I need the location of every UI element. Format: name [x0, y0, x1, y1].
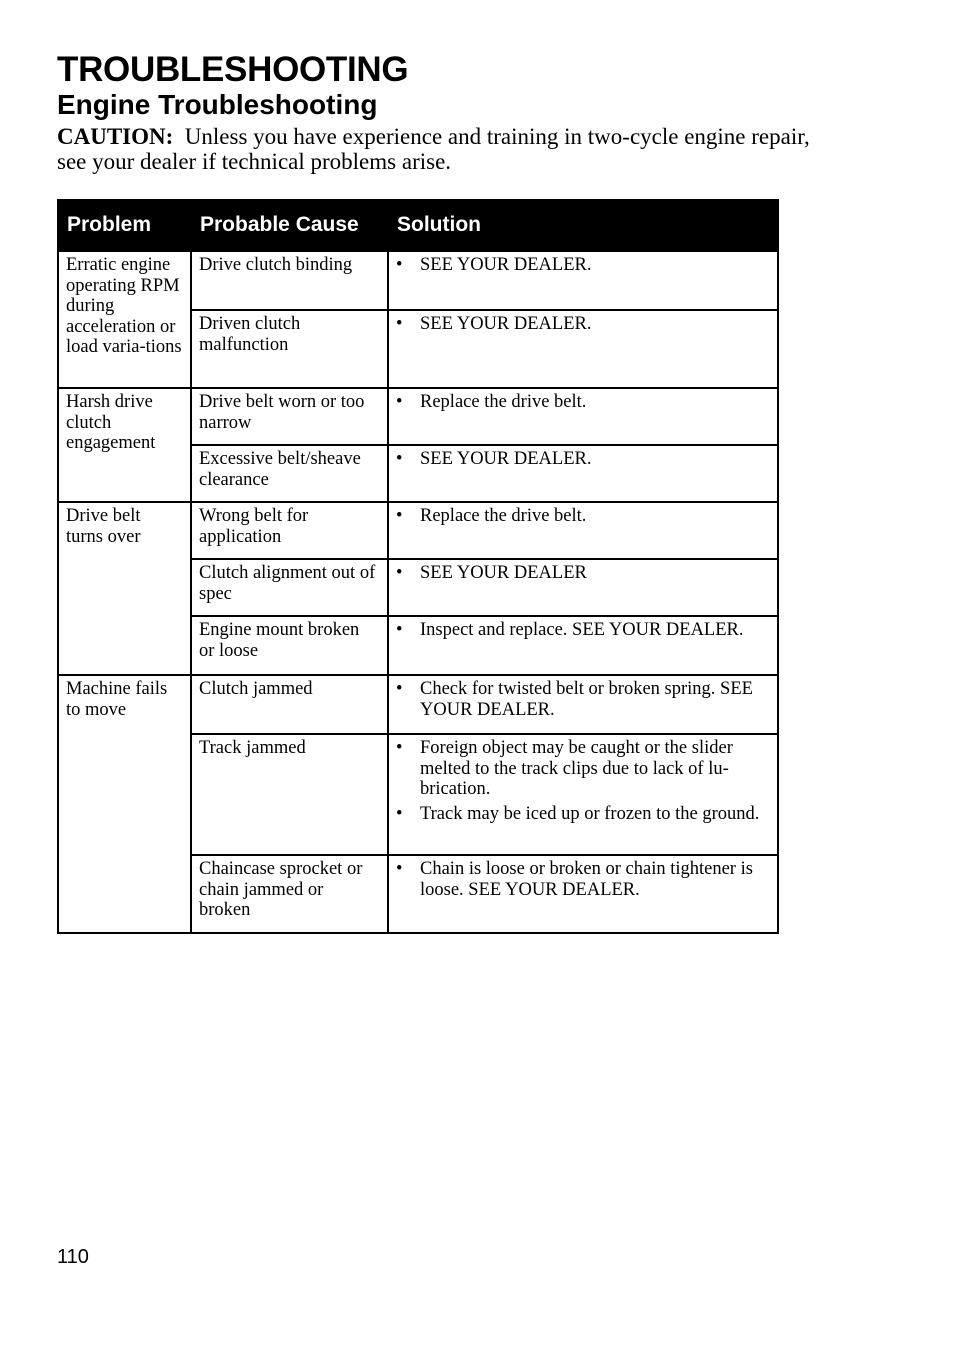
solution-item	[396, 563, 769, 584]
cause-cell: Excessive belt/sheave clearance	[191, 445, 388, 502]
page-title: TROUBLESHOOTING	[57, 50, 409, 89]
solution-text: SEE YOUR DEALER.	[420, 255, 592, 275]
solution-cell	[388, 445, 778, 502]
solution-text: SEE YOUR DEALER.	[420, 449, 592, 469]
solution-list	[396, 392, 769, 413]
solution-item	[396, 255, 769, 276]
problem-cell: Erratic engine operating RPM during acceleration or load varia-tions	[58, 251, 191, 388]
solution-item	[396, 679, 769, 720]
caution-text: Unless you have experience and training in two-cycle engine repair, see your dealer if technical problems arise.	[57, 124, 810, 174]
solution-cell	[388, 616, 778, 675]
solution-list	[396, 506, 769, 527]
solution-cell	[388, 251, 778, 310]
cause-cell: Track jammed	[191, 734, 388, 855]
cause-cell: Drive belt worn or too narrow	[191, 388, 388, 445]
solution-list	[396, 449, 769, 470]
caution-label: CAUTION:	[57, 124, 174, 149]
bullet-icon: •	[396, 859, 403, 879]
cause-cell: Clutch jammed	[191, 675, 388, 734]
solution-item	[396, 804, 769, 825]
solution-text: Replace the drive belt.	[420, 506, 587, 526]
cause-cell: Wrong belt for application	[191, 502, 388, 559]
cause-cell: Engine mount broken or loose	[191, 616, 388, 675]
page-header	[57, 50, 837, 174]
solution-text: SEE YOUR DEALER	[420, 563, 587, 583]
solution-cell	[388, 855, 778, 933]
solution-cell	[388, 310, 778, 388]
solution-cell	[388, 559, 778, 616]
solution-cell	[388, 675, 778, 734]
bullet-icon: •	[396, 392, 403, 412]
solution-item	[396, 506, 769, 527]
bullet-icon: •	[396, 255, 403, 275]
column-header-problem: Problem	[58, 200, 191, 251]
solution-item	[396, 314, 769, 335]
solution-list	[396, 738, 769, 824]
bullet-icon: •	[396, 449, 403, 469]
solution-item	[396, 859, 769, 900]
table-row	[58, 502, 778, 559]
table-header-row	[58, 200, 778, 251]
table-row	[58, 251, 778, 310]
solution-cell	[388, 502, 778, 559]
bullet-icon: •	[396, 314, 403, 334]
solution-list	[396, 859, 769, 900]
page-number: 110	[57, 1246, 89, 1268]
bullet-icon: •	[396, 679, 403, 699]
solution-cell	[388, 734, 778, 855]
cause-cell: Clutch alignment out of spec	[191, 559, 388, 616]
section-title: Engine Troubleshooting	[57, 89, 378, 120]
solution-list	[396, 620, 769, 641]
problem-cell: Machine fails to move	[58, 675, 191, 933]
table-row	[58, 388, 778, 445]
table-body	[58, 251, 778, 933]
problem-cell: Harsh drive clutch engagement	[58, 388, 191, 502]
table-row	[58, 675, 778, 734]
bullet-icon: •	[396, 803, 403, 824]
solution-list	[396, 314, 769, 335]
cause-cell: Chaincase sprocket or chain jammed or broken	[191, 855, 388, 933]
solution-text: Track may be iced up or frozen to the ground.	[420, 803, 760, 824]
bullet-icon: •	[396, 563, 403, 583]
column-header-cause: Probable Cause	[191, 200, 388, 251]
solution-text: Replace the drive belt.	[420, 392, 587, 412]
solution-list	[396, 255, 769, 276]
solution-text: Inspect and replace. SEE YOUR DEALER.	[420, 620, 744, 640]
cause-cell: Driven clutch malfunction	[191, 310, 388, 388]
solution-list	[396, 563, 769, 584]
solution-text: Check for twisted belt or broken spring. SEE YOUR DEALER.	[420, 679, 753, 720]
solution-item	[396, 392, 769, 413]
bullet-icon: •	[396, 620, 403, 640]
column-header-solution: Solution	[388, 200, 778, 251]
solution-text: Chain is loose or broken or chain tightener is loose. SEE YOUR DEALER.	[420, 859, 753, 900]
problem-cell: Drive belt turns over	[58, 502, 191, 675]
solution-text: Foreign object may be caught or the slider melted to the track clips due to lack of lu-brication.	[420, 738, 733, 799]
bullet-icon: •	[396, 506, 403, 526]
solution-item	[396, 620, 769, 641]
solution-cell	[388, 388, 778, 445]
solution-item	[396, 738, 769, 800]
solution-list	[396, 679, 769, 720]
solution-item	[396, 449, 769, 470]
cause-cell: Drive clutch binding	[191, 251, 388, 310]
bullet-icon: •	[396, 738, 403, 758]
troubleshooting-table	[57, 199, 779, 934]
caution-note	[57, 124, 837, 174]
solution-text: SEE YOUR DEALER.	[420, 314, 592, 334]
